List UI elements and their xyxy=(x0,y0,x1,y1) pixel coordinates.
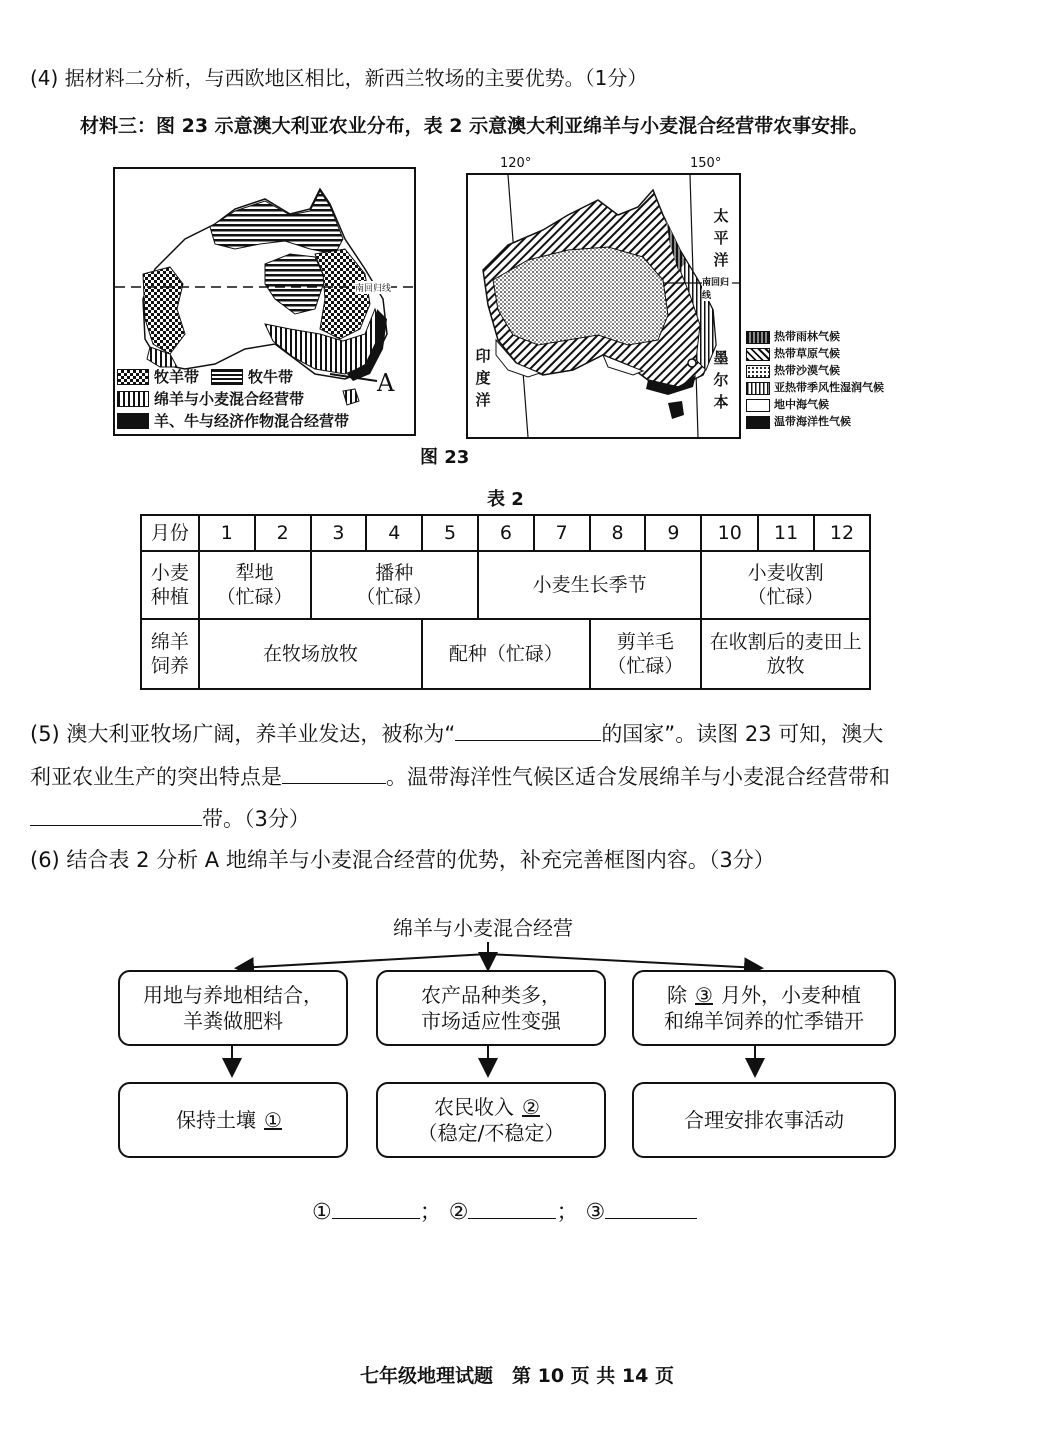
indian-label: 印度洋 xyxy=(475,347,491,409)
legend-wheat-sheep-label: 绵羊与小麦混合经营带 xyxy=(154,390,305,408)
climate-tropic-text: 南回归线 xyxy=(702,278,730,301)
legend-wheat-sheep xyxy=(117,390,304,408)
tropic-label: 南回归线 xyxy=(355,281,391,294)
sheep-row-label xyxy=(141,619,199,689)
table-row-months xyxy=(141,515,870,551)
clegend-rainforest xyxy=(746,330,840,344)
graze-text: 在牧场放牧 xyxy=(262,643,358,665)
flow-box-arrange xyxy=(632,1082,896,1158)
season-suffix: 月外，小麦种植 xyxy=(720,983,861,1007)
breed-text: 配种（忙碌） xyxy=(448,643,563,665)
flow-title: 绵羊与小麦混合经营 xyxy=(393,916,573,940)
box-land-line-b: 羊粪做肥料 xyxy=(183,1009,283,1033)
monsoon-swatch xyxy=(746,382,770,395)
clegend-monsoon-label: 亚热带季风性湿润气候 xyxy=(774,381,884,394)
grow-text: 小麦生长季节 xyxy=(532,574,647,596)
answer-marker-2: ② xyxy=(448,1200,469,1225)
question-6: (6) 结合表 2 分析 A 地绵羊与小麦混合经营的优势，补充完善框图内容。（3分） xyxy=(30,848,775,872)
page-footer: 七年级地理试题 第 10 页 共 14 页 xyxy=(360,1365,674,1387)
material-3-intro: 材料三：图 23 示意澳大利亚农业分布，表 2 示意澳大利亚绵羊与小麦混合经营带农事安排。 xyxy=(80,115,869,137)
box-land-line-a: 用地与养地相结合， xyxy=(143,983,323,1007)
sheep-label-a: 绵羊 xyxy=(150,631,189,653)
question-5-line-2 xyxy=(30,761,890,791)
climate-tropic-label xyxy=(702,275,732,301)
legend-sheep-label: 牧羊带 xyxy=(154,368,200,386)
figure-caption: 图 23 xyxy=(420,447,470,468)
box-arrange-line: 合理安排农事活动 xyxy=(684,1108,844,1132)
season-prefix: 除 xyxy=(667,983,688,1007)
answer-blank-1[interactable] xyxy=(332,1196,420,1219)
wheat-row-label xyxy=(141,551,199,619)
plough-busy: （忙碌） xyxy=(216,586,293,608)
month-cell: 5 xyxy=(422,515,478,551)
flow-box-products xyxy=(376,970,606,1046)
stubble-text-a: 在收割后的麦田上 xyxy=(709,631,862,653)
box-income-line-b: （稳定/不稳定） xyxy=(417,1121,565,1145)
legend-mixed-cash xyxy=(117,412,349,430)
plough-text: 犁地 xyxy=(235,562,274,584)
marine-swatch xyxy=(746,416,770,429)
clegend-mediterranean xyxy=(746,398,829,412)
soil-text: 保持土壤 xyxy=(176,1108,257,1132)
sow-busy: （忙碌） xyxy=(356,586,433,608)
q5-text-e: 带。（3分） xyxy=(202,807,310,831)
box-soil-line xyxy=(176,1107,290,1133)
answer-sep: ； xyxy=(419,1200,442,1225)
month-cell: 8 xyxy=(590,515,646,551)
table-row-wheat xyxy=(141,551,870,619)
q5-blank-2[interactable] xyxy=(282,761,386,784)
flow-box-land xyxy=(118,970,348,1046)
sheep-breed-cell xyxy=(422,619,589,689)
flow-box-season xyxy=(632,970,896,1046)
stubble-text-b: 放牧 xyxy=(766,655,805,677)
q5-text-a: (5) 澳大利亚牧场广阔，养羊业发达，被称为“ xyxy=(30,722,456,746)
month-cell: 2 xyxy=(255,515,311,551)
q5-blank-1[interactable] xyxy=(455,718,601,741)
box-season-line-a xyxy=(667,982,861,1008)
blank-marker-3[interactable]: ③ xyxy=(695,983,713,1007)
desert-swatch xyxy=(746,365,770,378)
blank-marker-1[interactable]: ① xyxy=(264,1108,282,1132)
q5-text-b: 的国家”。读图 23 可知，澳大 xyxy=(601,722,884,746)
month-cell: 4 xyxy=(366,515,422,551)
legend-mixed-cash-label: 羊、牛与经济作物混合经营带 xyxy=(154,412,350,430)
clegend-rainforest-label: 热带雨林气候 xyxy=(774,330,840,343)
month-header: 月份 xyxy=(141,515,199,551)
sheep-swatch xyxy=(117,369,149,385)
month-cell: 6 xyxy=(478,515,534,551)
rainforest-swatch xyxy=(746,331,770,344)
mixed-cash-swatch xyxy=(117,413,149,429)
lon-120-label: 120° xyxy=(500,156,532,171)
legend-cattle xyxy=(211,368,293,386)
blank-marker-2[interactable]: ② xyxy=(522,1095,540,1119)
marine-climate-tasmania xyxy=(668,401,684,419)
wheat-harvest-cell xyxy=(701,551,870,619)
month-cell: 1 xyxy=(199,515,255,551)
point-a-label: A xyxy=(377,369,395,397)
clegend-marine-label: 温带海洋性气候 xyxy=(774,415,851,428)
climate-map xyxy=(466,173,741,439)
q5-text-c: 利亚农业生产的突出特点是 xyxy=(30,765,282,789)
wheat-sheep-swatch xyxy=(117,391,149,407)
clegend-desert-label: 热带沙漠气候 xyxy=(774,364,840,377)
answer-marker-3: ③ xyxy=(585,1200,606,1225)
question-4: (4) 据材料二分析，与西欧地区相比，新西兰牧场的主要优势。（1分） xyxy=(30,66,648,90)
box-season-line-b: 和绵羊饲养的忙季错开 xyxy=(664,1009,864,1033)
climate-map-svg xyxy=(468,175,739,437)
clegend-desert xyxy=(746,364,840,378)
answer-blank-3[interactable] xyxy=(605,1196,697,1219)
pacific-label: 太平洋 xyxy=(713,207,729,269)
wheat-plough-cell xyxy=(199,551,311,619)
farming-schedule-table xyxy=(140,514,871,690)
harvest-busy: （忙碌） xyxy=(747,586,824,608)
answer-marker-1: ① xyxy=(312,1200,332,1225)
box-income-line-a xyxy=(434,1094,548,1120)
income-text: 农民收入 xyxy=(434,1095,515,1119)
month-cell: 3 xyxy=(311,515,367,551)
table-title: 表 2 xyxy=(487,489,524,510)
lon-150-label: 150° xyxy=(690,156,722,171)
sheep-label-b: 饲养 xyxy=(150,655,189,677)
month-cell: 11 xyxy=(758,515,814,551)
shear-busy: （忙碌） xyxy=(607,655,684,677)
flow-box-income xyxy=(376,1082,606,1158)
month-cell: 10 xyxy=(701,515,758,551)
month-cell: 9 xyxy=(645,515,701,551)
clegend-monsoon xyxy=(746,381,884,395)
savanna-swatch xyxy=(746,348,770,361)
sheep-graze-cell xyxy=(199,619,422,689)
tasmania xyxy=(343,389,359,405)
month-cell: 12 xyxy=(814,515,870,551)
clegend-savanna-label: 热带草原气候 xyxy=(774,347,840,360)
flow-box-soil xyxy=(118,1082,348,1158)
clegend-savanna xyxy=(746,347,840,361)
clegend-marine xyxy=(746,415,851,429)
q5-blank-3[interactable] xyxy=(30,803,202,826)
agriculture-map xyxy=(113,167,416,436)
sheep-shear-cell xyxy=(590,619,702,689)
table-row-sheep xyxy=(141,619,870,689)
shear-text: 剪羊毛 xyxy=(616,631,674,653)
melbourne-dot xyxy=(688,359,696,367)
wheat-sow-cell xyxy=(311,551,478,619)
legend-cattle-label: 牧牛带 xyxy=(248,368,294,386)
sow-text: 播种 xyxy=(375,562,414,584)
harvest-text: 小麦收割 xyxy=(747,562,824,584)
cattle-swatch xyxy=(211,369,243,385)
question-5-line-1 xyxy=(30,718,883,748)
question-5-line-3 xyxy=(30,803,310,833)
answer-row xyxy=(312,1196,697,1227)
clegend-mediterranean-label: 地中海气候 xyxy=(774,398,829,411)
box-products-line-b: 市场适应性变强 xyxy=(421,1009,561,1033)
wheat-label-b: 种植 xyxy=(150,586,189,608)
city-label: 墨尔本 xyxy=(713,349,729,411)
mediterranean-swatch xyxy=(746,399,770,412)
answer-blank-2[interactable] xyxy=(468,1196,556,1219)
wheat-grow-cell xyxy=(478,551,701,619)
legend-sheep xyxy=(117,368,199,386)
box-products-line-a: 农产品种类多， xyxy=(421,983,561,1007)
month-cell: 7 xyxy=(534,515,590,551)
answer-sep: ； xyxy=(556,1200,579,1225)
wheat-label-a: 小麦 xyxy=(150,562,189,584)
sheep-stubble-cell xyxy=(701,619,870,689)
q5-text-d: 。温带海洋性气候区适合发展绵羊与小麦混合经营带和 xyxy=(386,765,890,789)
